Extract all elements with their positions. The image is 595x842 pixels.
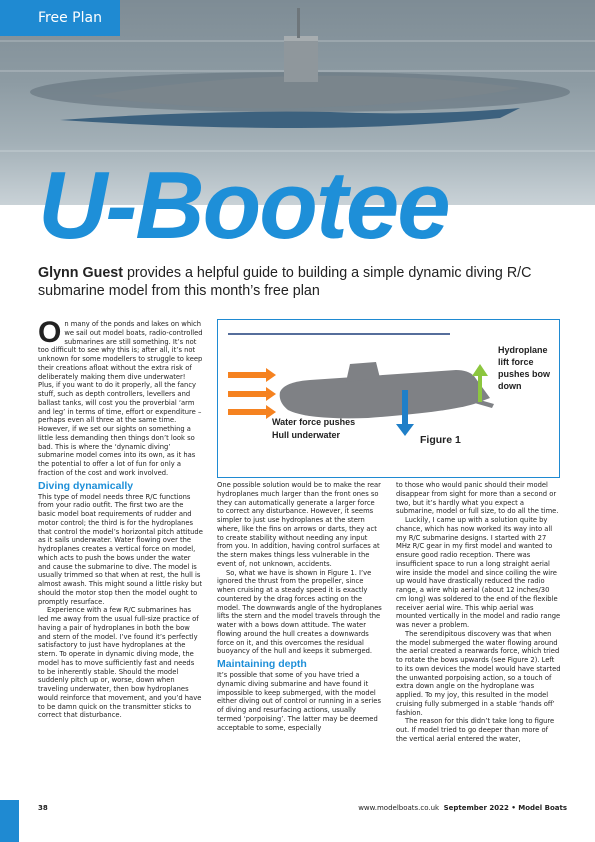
body-paragraph: Luckily, I came up with a solution quite by chance, which has now worked its way into all my R/C submarine designs. I started with 27 MHz R/C gear in my first model and wanted to ensure good radio reception. There was insufficient space to run a long straight aerial wire inside the model and since coiling the wire up would have drastically reduced the radio range, a wire whip aerial (about 12 inches/30 cm long) was soldered to the end of the flexible receiver aerial wire. This whip aerial was mounted vertically in the model and radio range was never a problem.	[396, 516, 561, 629]
page-number: 38	[38, 804, 48, 812]
figure-1	[217, 319, 560, 478]
footer-issue: September 2022 • Model Boats	[443, 804, 567, 812]
body-paragraph: Experience with a few R/C submarines has led me away from the usual full-size practice of having a pair of hydroplanes in both the bow and stern of the model. I’ve found it’s perfectly satisfactory to just have hydroplanes at the stern. To operate in dynamic diving mode, the model has to move sufficiently fast and needs to be inherently stable. Should the model suddenly pitch up or, worse, down when traveling underwater, then bow hydroplanes would reinforce that movement, and you’d have to be damn quick on the transmitter sticks to correct that disturbance.	[38, 606, 202, 720]
body-paragraph: It’s possible that some of you have tried a dynamic diving submarine and have found it impossible to keep submerged, with the model either diving out of control or running in a series of diving and resurfacing actions, usually termed ‘porpoising’. The latter may be deemed acceptable to some, especially	[217, 671, 381, 732]
standfirst-text: provides a helpful guide to building a simple dynamic diving R/C submarine model from this month’s free plan	[38, 265, 532, 299]
figure-caption: Figure 1	[420, 434, 461, 446]
intro-paragraph: n many of the ponds and lakes on which we sail out model boats, radio-controlled submarines are still something. It’s not too difficult to see why this is; after all, it’s not unknown for some modellers to struggle to keep their creations afloat without the extra risk of deliberately making them dive underwater! Plus, if you want to do it properly, all the fancy stuff, such as depth controllers, levellers and ballast tanks, will cost you the proverbial ‘arm and leg’ in terms of time, effort or expenditure – perhaps even all three at the same time. However, if we set our sights on something a little less demanding then things don’t look so bad. This is where the ‘dynamic diving’ submarine model comes into its own, as it has the potential to offer a lot of fun for only a fraction of the cost and work involved.	[38, 320, 203, 477]
body-paragraph: to those who would panic should their model disappear from sight for more than a second or two, but it’s hardly what you expect a submarine, model or full size, to do all the time.	[396, 481, 559, 516]
hydroplane-force-label: Hydroplane lift force pushes bow down	[498, 345, 551, 391]
body-paragraph: One possible solution would be to make the rear hydroplanes much larger than the front ones so they can automatically generate a larger force to correct any disturbance. However, it seems simpler to just use hydroplanes at the stern where, like the fins on arrows or darts, they act to create stability without needing any input from you. In addition, having control surfaces at the stern makes things less vulnerable in the event of, not unknown, accidents.	[217, 481, 381, 568]
standfirst	[38, 264, 558, 300]
subheading-diving-dynamically: Diving dynamically	[38, 479, 134, 492]
subheading-maintaining-depth: Maintaining depth	[217, 658, 307, 670]
footer-info	[358, 804, 567, 812]
column-2	[217, 481, 382, 732]
column-1	[38, 316, 203, 720]
footer-accent-bar	[0, 800, 19, 842]
section-tag: Free Plan	[0, 0, 120, 36]
body-paragraph: So, what we have is shown in Figure 1. I’ve ignored the thrust from the propeller, since when cruising at a steady speed it is exactly countered by the drag forces acting on the model. The downwards angle of the hydroplanes lifts the stern and the model travels through the water with a bows down attitude. The water flowing around the hull creates a downwards force on it, and this overcomes the residual buoyancy of the hull and keeps it submerged.	[217, 568, 382, 656]
footer-url: www.modelboats.co.uk	[358, 804, 440, 812]
body-paragraph: This type of model needs three R/C functions from your radio outfit. The first two are the basic model boat requirements of rudder and motor control; the third is for the hydroplanes that control the model’s horizontal pitch attitude as it sails underwater. Water flowing over the hydroplanes creates a vertical force on model, which acts to push the bows under the water and cause the submarine to dive. The model is usually trimmed so that when at rest, the hull is almost awash. This might sound a little risky but should the motor stop then the model ought to promptly resurface.	[38, 492, 203, 606]
body-paragraph: The reason for this didn’t take long to figure out. If model tried to go deeper than more of the vertical aerial entered the water,	[396, 717, 555, 743]
drop-cap: O	[38, 316, 62, 349]
column-3	[396, 481, 561, 744]
page-title: U-Bootee	[38, 152, 449, 259]
water-force-label: Water force pushes Hull underwater	[272, 417, 356, 440]
author-name: Glynn Guest	[38, 265, 123, 281]
body-paragraph: The serendipitous discovery was that when the model submerged the water flowing around the aerial created a rearwards force, which tried to rotate the bows upwards (see Figure 2). Left to its own devices the model would have started the unwanted porpoising action, so a touch of extra down angle on the hydroplane was applied. To my joy, this resulted in the model cruising fully submerged in a stable ‘hands off’ fashion.	[396, 629, 561, 717]
